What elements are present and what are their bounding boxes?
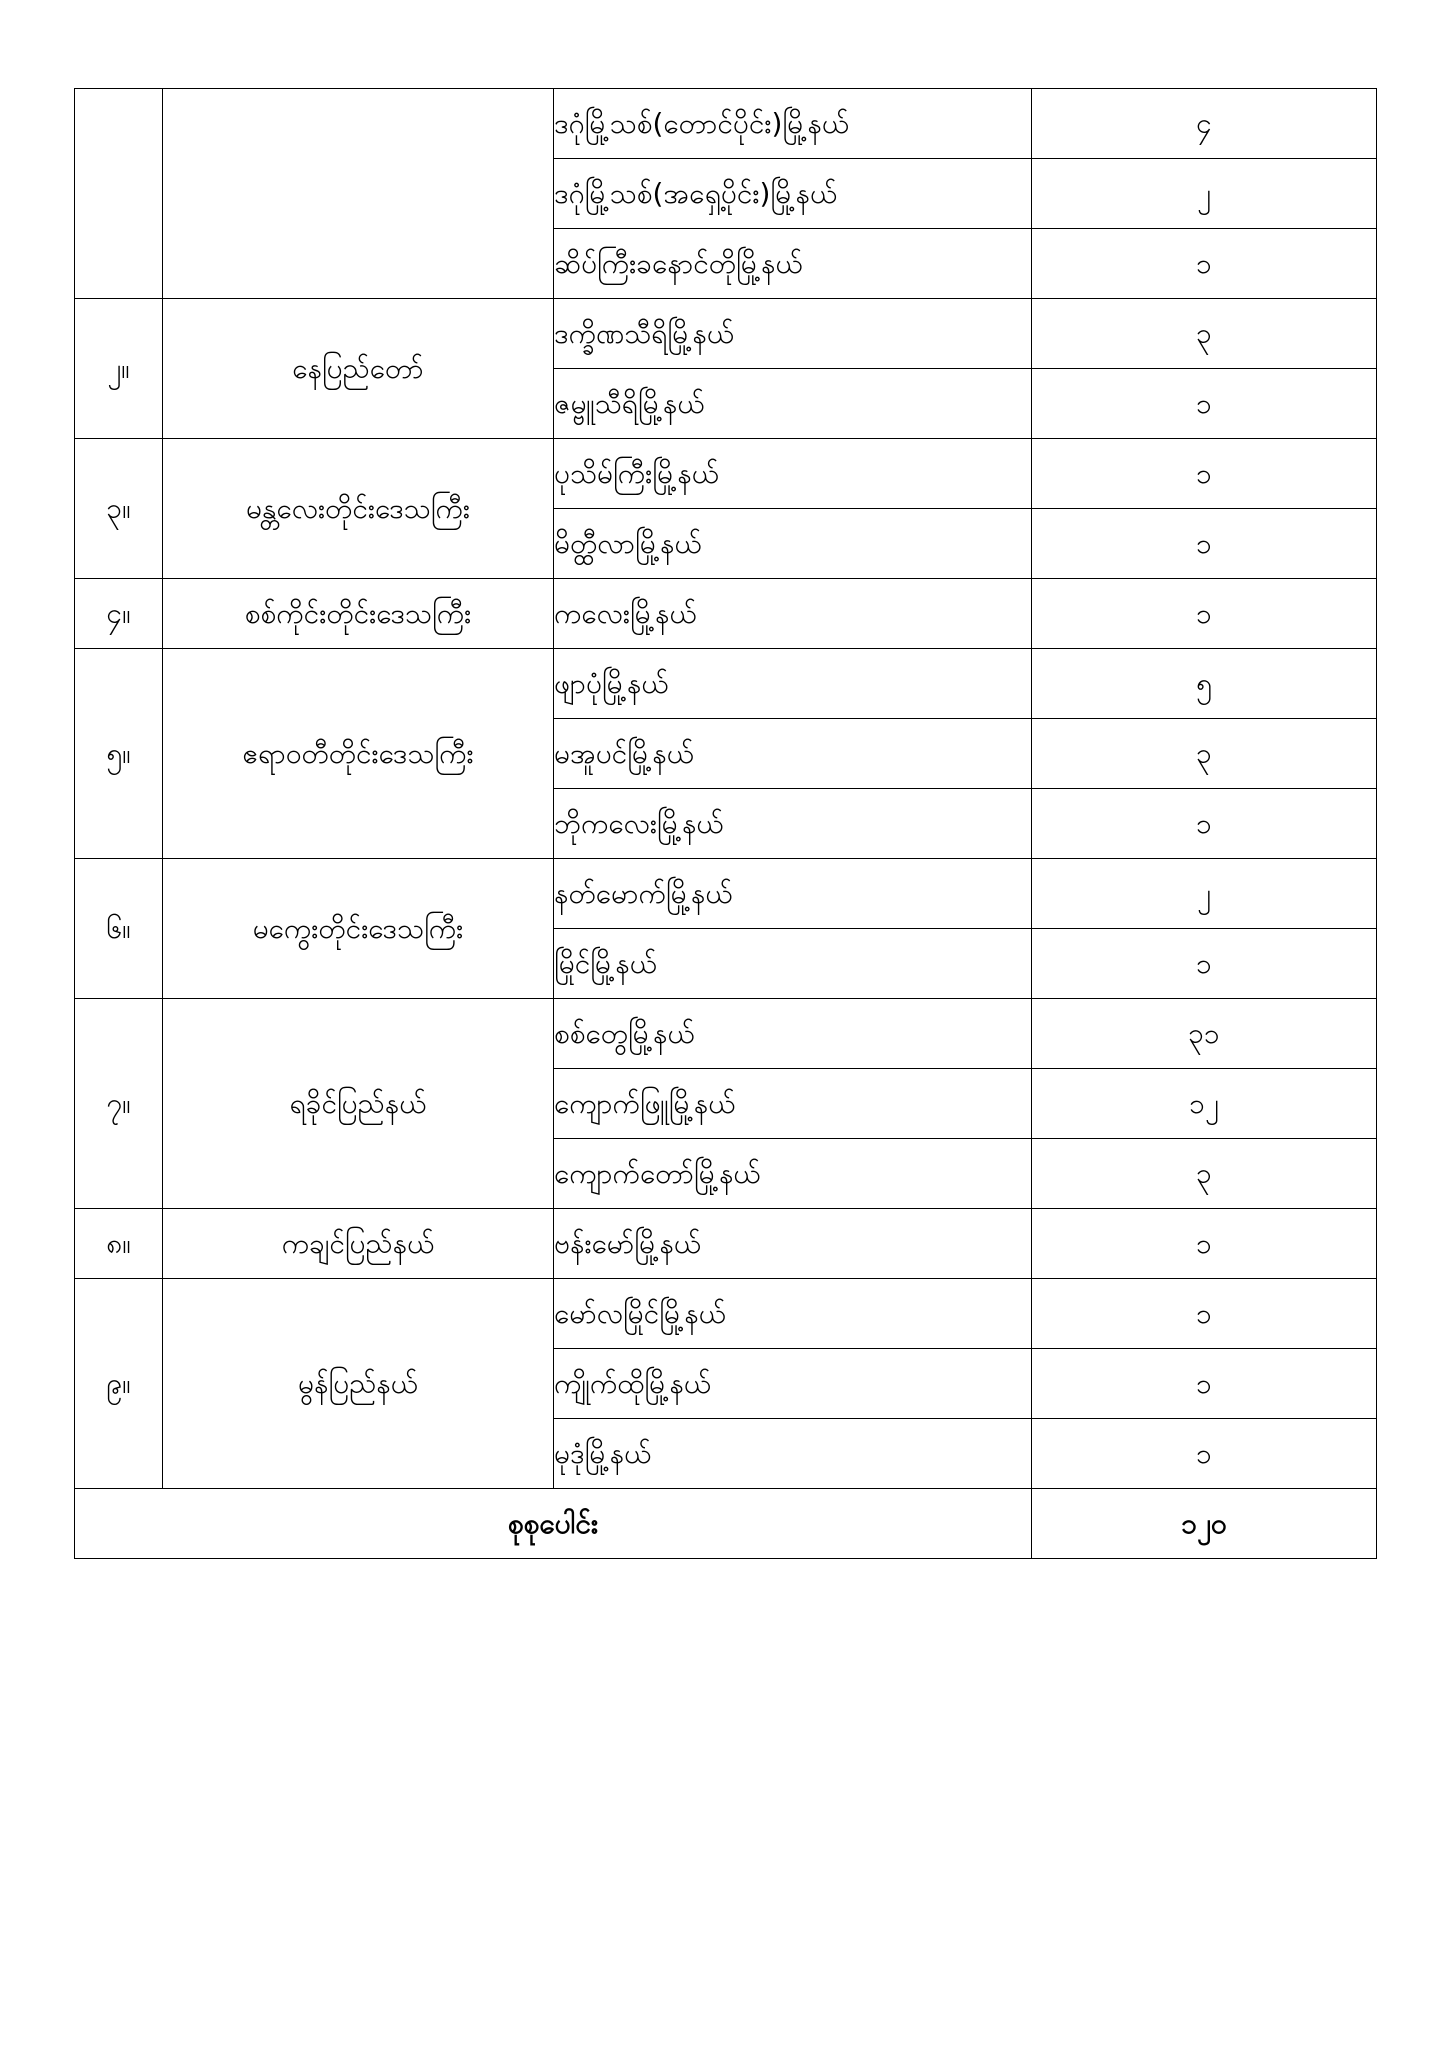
region-name: မွန်ပြည်နယ် (163, 1279, 554, 1489)
township-name: မအူပင်မြို့နယ် (554, 719, 1032, 789)
table-row (75, 859, 1377, 929)
township-count: ၃၁ (1032, 999, 1377, 1069)
township-name: ကျိုက်ထိုမြို့နယ် (554, 1349, 1032, 1419)
row-number (75, 89, 163, 299)
township-count: ၁ (1032, 1279, 1377, 1349)
region-name: မကွေးတိုင်းဒေသကြီး (163, 859, 554, 999)
township-count: ၃ (1032, 299, 1377, 369)
township-count: ၁ (1032, 1349, 1377, 1419)
township-name: မိတ္ထီလာမြို့နယ် (554, 509, 1032, 579)
township-name: နတ်မောက်မြို့နယ် (554, 859, 1032, 929)
township-count: ၃ (1032, 719, 1377, 789)
township-name: မော်လမြိုင်မြို့နယ် (554, 1279, 1032, 1349)
township-count: ၂ (1032, 859, 1377, 929)
total-value: ၁၂၀ (1032, 1489, 1377, 1559)
total-label: စုစုပေါင်း (75, 1489, 1032, 1559)
township-name: ဖျာပုံမြို့နယ် (554, 649, 1032, 719)
township-name: မြိုင်မြို့နယ် (554, 929, 1032, 999)
township-name: မုဒုံမြို့နယ် (554, 1419, 1032, 1489)
table-row (75, 299, 1377, 369)
township-count: ၁ (1032, 789, 1377, 859)
table-row (75, 1209, 1377, 1279)
township-name: စစ်တွေမြို့နယ် (554, 999, 1032, 1069)
table-row (75, 579, 1377, 649)
township-count: ၁ (1032, 579, 1377, 649)
township-name: ဇမ္ဗူသီရိမြို့နယ် (554, 369, 1032, 439)
table-row (75, 439, 1377, 509)
table-row (75, 649, 1377, 719)
township-name: ဘိုကလေးမြို့နယ် (554, 789, 1032, 859)
township-count: ၁၂ (1032, 1069, 1377, 1139)
township-count-table (74, 88, 1377, 1559)
township-count: ၁ (1032, 1209, 1377, 1279)
row-number: ၂။ (75, 299, 163, 439)
table-body (75, 89, 1377, 1489)
table-row (75, 999, 1377, 1069)
row-number: ၅။ (75, 649, 163, 859)
region-name (163, 89, 554, 299)
township-name: ကျောက်ဖြူမြို့နယ် (554, 1069, 1032, 1139)
row-number: ၆။ (75, 859, 163, 999)
township-count: ၃ (1032, 1139, 1377, 1209)
township-name: ဆိပ်ကြီးခနောင်တိုမြို့နယ် (554, 229, 1032, 299)
township-count: ၂ (1032, 159, 1377, 229)
region-name: ဧရာဝတီတိုင်းဒေသကြီး (163, 649, 554, 859)
township-name: ဒဂုံမြို့သစ်(တောင်ပိုင်း)မြို့နယ် (554, 89, 1032, 159)
township-count: ၁ (1032, 1419, 1377, 1489)
row-number: ၃။ (75, 439, 163, 579)
township-name: ဒက္ခိဏသီရိမြို့နယ် (554, 299, 1032, 369)
township-count: ၁ (1032, 929, 1377, 999)
region-name: ကချင်ပြည်နယ် (163, 1209, 554, 1279)
township-count: ၄ (1032, 89, 1377, 159)
region-name: မန္တလေးတိုင်းဒေသကြီး (163, 439, 554, 579)
row-number: ၉။ (75, 1279, 163, 1489)
row-number: ၇။ (75, 999, 163, 1209)
row-number: ၄။ (75, 579, 163, 649)
township-name: ကျောက်တော်မြို့နယ် (554, 1139, 1032, 1209)
township-count: ၁ (1032, 439, 1377, 509)
region-name: နေပြည်တော် (163, 299, 554, 439)
township-name: ဗန်းမော်မြို့နယ် (554, 1209, 1032, 1279)
table-row (75, 89, 1377, 159)
township-name: ကလေးမြို့နယ် (554, 579, 1032, 649)
township-count: ၅ (1032, 649, 1377, 719)
table-row (75, 1279, 1377, 1349)
township-count: ၁ (1032, 229, 1377, 299)
region-name: ရခိုင်ပြည်နယ် (163, 999, 554, 1209)
township-name: ဒဂုံမြို့သစ်(အရှေ့ပိုင်း)မြို့နယ် (554, 159, 1032, 229)
township-count: ၁ (1032, 369, 1377, 439)
township-name: ပုသိမ်ကြီးမြို့နယ် (554, 439, 1032, 509)
total-row (75, 1489, 1377, 1559)
township-count: ၁ (1032, 509, 1377, 579)
region-name: စစ်ကိုင်းတိုင်းဒေသကြီး (163, 579, 554, 649)
row-number: ၈။ (75, 1209, 163, 1279)
